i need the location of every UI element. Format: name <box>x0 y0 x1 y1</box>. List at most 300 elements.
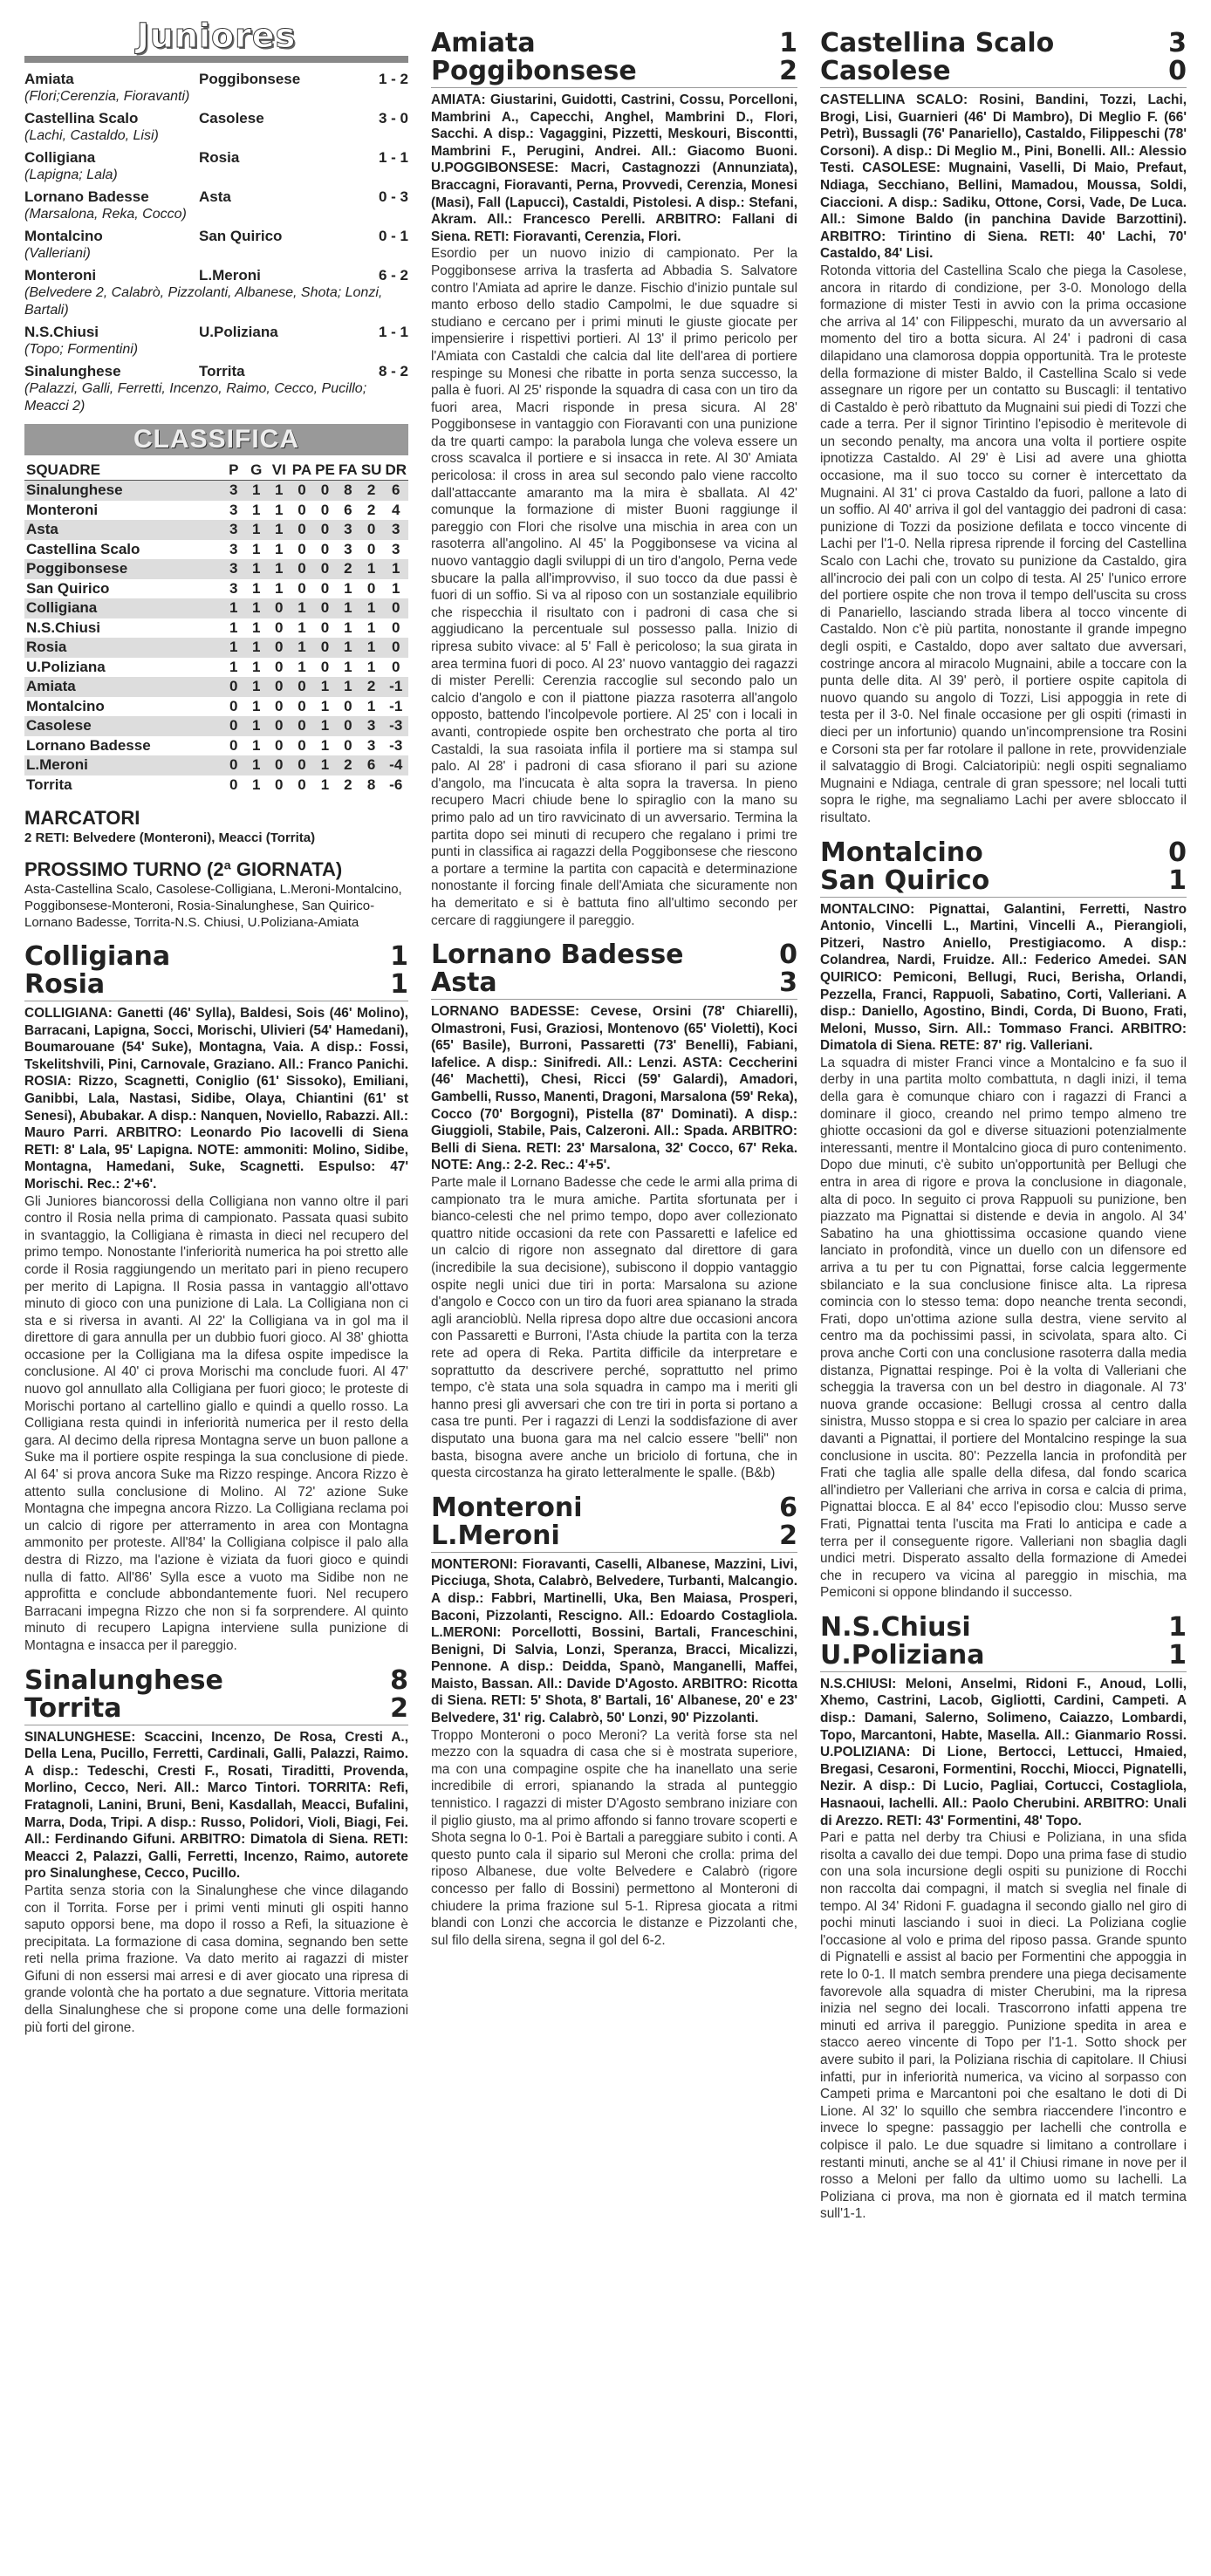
juniores-header <box>24 17 408 63</box>
table-cell: 0 <box>298 776 306 793</box>
table-cell: 0 <box>229 736 238 754</box>
table-cell: 1 <box>245 520 268 540</box>
table-row <box>24 697 408 717</box>
table-cell: 1 <box>245 755 268 776</box>
divider <box>431 87 797 88</box>
table-header: FA <box>337 461 359 481</box>
match-away-score: 2 <box>779 1520 797 1551</box>
classifica-title: CLASSIFICA <box>24 424 408 455</box>
table-cell: 3 <box>229 579 238 597</box>
match-away-line <box>431 1522 797 1550</box>
table-cell: 3 <box>366 736 376 754</box>
table-cell: 1 <box>275 579 284 597</box>
table-row <box>24 540 408 560</box>
table-cell: 0 <box>320 658 330 675</box>
table-cell: 1 <box>245 638 268 658</box>
table-cell: 2 <box>359 677 384 697</box>
table-row <box>24 481 408 501</box>
match-body: La squadra di mister Franci vince a Montalcino e fa suo il derby in una partita molto combattuta, n dagli inizi, il tema della gara è comunque chiaro con i ragazzi di Franci a dominare il gioco, creando nel primo tempo almeno tre ghiotte occasioni da gol e diverse situazioni potenzialmente interessanti, mentre il Montalcino gioca di puro contenimento. Dopo due minuti, c'è subito un'opportunità per Bellugi che entra in area di rigore e prova la conclusione in diagonale, alta di poco. In seguito ci prova Rappuoli su punizione, ben piazzato ma Pignattai si distende e devia in angolo. Al 34' Sabatino ha una ghiottissima occasione quando viene lanciato in profondità, vince un duello con un difensore ed arriva a tu per tu con Pignattai, forse calcia leggermente sbilanciato e la sua conclusione finisce alta. La ripresa comincia con lo stesso tema: dopo neanche trenta secondi, Frati, dopo un'ottima azione sulla destra, viene servito al centro ma da pochissimi passi, in scivolata, spara alto. Ci prova anche Corti con una conclusione rasoterra dalla media distanza, Pignattai respinge. Poi è la volta di Valleriani che scheggia la traversa con un bel destro in diagonale. Al 73' nuova grande occasione: Bellugi crossa al centro dalla sinistra, Musso stoppa e si crea lo spazio per calciare in area davanti a Pignattai, il portiere del Montalcino respinge la sua conclusione in uscita. 80': Pezzella lancia in profondità per Frati che taglia alle spalle della difesa, dal fondo scarica all'indietro per Valleriani che arriva in corsa e calcia di prima, Pignattai blocca. E al 84' ecco l'episodio clou: Musso serve Frati, Pignattai tenta l'uscita ma Frati lo anticipa e cade a terra per il conseguente rigore. Valleriani non sbaglia dagli undici metri. Disperato assalto della formazione di Amedei che in recupero va vicina al pareggio in mischia, ma Pemiconi si oppone blindando il successo. <box>820 1055 1187 1601</box>
match-away-team: San Quirico <box>820 864 990 896</box>
column-2 <box>431 17 797 2576</box>
match-report <box>431 941 797 1482</box>
match-away-team: Torrita <box>24 1692 122 1724</box>
result-away: Poggibonsese <box>199 71 301 87</box>
table-cell: 0 <box>229 697 238 714</box>
table-cell: 0 <box>291 520 313 540</box>
table-cell: 1 <box>268 520 291 540</box>
match-body: Pari e patta nel derby tra Chiusi e Poliziana, in una sfida risolta a cavallo dei due tempi. Dopo una prima fase di studio con una sola incursione degli ospiti su punizione di Rocchi non raccolta dai compagni, il match si sveglia nel finale di tempo. Al 34' Ridoni F. guadagna il secondo giallo nel giro di pochi minuti lasciando i suoi in dieci. La Poliziana coglie l'occasione al volo e prima del riposo passa. Grande spunto di Pignatelli e assist al bacio per Formentini che appoggia in rete lo 0-1. Il match sembra prendere una piega decisamente favorevole alla squadra di mister Cherubini, ma la ripresa inizia nel segno dei locali. Trascorrono infatti appena tre minuti ed arriva il pareggio. Punizione spedita in area e stacco aereo vincente di Topo per l'1-1. Sotto shock per avere subito il pari, la Poliziana rischia di capitolare. Il Chiusi infatti, pur in inferiorità numerica, va vicino al sorpasso con Campeti prima e Marcantoni poi che esaltano le doti di Di Lione. Al 32' lo squillo che sembra riaccendere l'incontro e invece lo spegne: passaggio per Iachelli che controlla e colpisce il palo. Le due squadre si limitano a controllare i restanti minuti, anche se al 41' il Chiusi rimane in nove per il rosso a Meloni per fallo da ultimo uomo su Iachelli. La Poliziana ci prova, ma non è giornata ed il match termina sull'1-1. <box>820 1830 1187 2222</box>
table-cell: 0 <box>391 618 400 636</box>
table-cell: 2 <box>366 501 376 518</box>
result-score: 1 - 1 <box>378 149 408 166</box>
table-cell: 1 <box>359 638 384 658</box>
table-cell: 1 <box>359 559 384 579</box>
table-cell: Amiata <box>24 677 222 697</box>
result-scorers: (Marsalona, Reka, Cocco) <box>24 207 187 222</box>
table-header: PE <box>313 461 337 481</box>
result-score: 8 - 2 <box>378 363 408 379</box>
table-header: VI <box>268 461 291 481</box>
table-cell: 0 <box>268 716 291 736</box>
match-away-line <box>431 969 797 997</box>
match-lineup: CASTELLINA SCALO: Rosini, Bandini, Tozzi, Lachi, Brogi, Lisi, Guarnieri (46' Di Mambro), Di Meglio F. (66' Petrì), Bussagli (76' Panariello), Castaldo, Filippeschi (78' Corsoni). A disp.: Di Meglio M., Pini, Bonelli. All.: Alessio Testi. CASOLESE: Mugnaini, Vaselli, Di Maio, Prefaut, Ndiaga, Secchiano, Bellini, Mamadou, Moussa, Soldi, Ciaccioni. A disp.: Sadiku, Ottone, Corsi, Vade, De Luca. All.: Simone Baldo (in panchina Davide Barzottini). ARBITRO: Tirintino di Siena. RETI: 40' Lachi, 70' Castaldo, 84' Lisi. <box>820 92 1187 262</box>
table-cell: 0 <box>298 736 306 754</box>
table-cell: 2 <box>337 755 359 776</box>
section-title: Juniores <box>136 17 297 55</box>
result-score: 1 - 2 <box>378 71 408 87</box>
table-cell: 1 <box>252 776 261 793</box>
table-cell: 4 <box>391 501 400 518</box>
table-cell: 0 <box>298 540 306 557</box>
table-cell: -4 <box>383 755 408 776</box>
match-home-team: Monteroni <box>431 1492 583 1523</box>
table-cell: 0 <box>222 716 245 736</box>
table-row <box>24 559 408 579</box>
table-cell: 1 <box>275 501 284 518</box>
match-home-team: Lornano Badesse <box>431 940 684 971</box>
table-cell: Lornano Badesse <box>26 736 151 754</box>
match-body: Gli Juniores biancorossi della Colligiana non vanno oltre il pari contro il Rosia nella prima di campionato. Passata quasi subito in svantaggio, la Colligiana è rimasta in dieci nel recupero del primo tempo. Nonostante l'inferiorità numerica ha poi stretto alle corde il Rosia raggiungendo un meritato pari in pieno recupero per merito di Lapigna. Il Rosia passa in vantaggio all'ottavo minuto di gioco con una punizione di Lala. La Colligiana non ci sta e si riversa in avanti. Al 22' la Colligiana va in gol ma il direttore di gara annulla per un dubbio fuori gioco. Al 38' ghiotta occasione per la Colligiana ma la difesa ospite impedisce la conclusione. Al 40' ci prova Morischi ma conclude fuori. Al 47' nuovo gol annullato alla Colligiana per fuori gioco; le proteste di Morischi portano al cartellino giallo e quindi a quello rosso. La Colligiana resta quindi in inferiorità numerica per il resto della gara. Al decimo della ripresa Montagna serve un buon pallone a Suke ma il portiere ospite respinga la sua conclusione di piede. Al 64' si prova ancora Suke ma Rizzo respinge. Ancora Rizzo è attento sulla conclusione di Molino. Al 72' azione Suke Montagna che impegna ancora Rizzo. La Colligiana reclama poi un calcio di rigore per atterramento in area con Montagna ammonito per proteste. All'84' la Colligiana colpisce il palo alla destra di Rizzo, ma l'azione è viziata da fuori gioco e quindi nulla di fatto. All'86' Sylla esce a vuoto ma Sidibe non ne approfitta e conclude abbondantemente fuori. Nel recupero Barracani impegna Rizzo che non si fa sorprendere. Al quinto minuto di recupero Lapigna interviene sulla punizione di Montagna e insacca per il pareggio. <box>24 1193 408 1653</box>
table-cell: 0 <box>383 598 408 618</box>
match-away-team: Asta <box>431 967 497 999</box>
table-cell: 3 <box>359 716 384 736</box>
match-home-team: Colligiana <box>24 941 171 972</box>
table-cell: Casolese <box>24 716 222 736</box>
result-home: Amiata <box>24 71 74 87</box>
table-cell: 0 <box>313 598 337 618</box>
table-cell: Sinalunghese <box>24 481 222 501</box>
result-scorers: (Flori;Cerenzia, Fioravanti) <box>24 89 190 104</box>
table-cell: 3 <box>337 520 359 540</box>
match-home-line <box>820 30 1187 58</box>
col1-matches <box>24 943 408 2036</box>
table-cell: 0 <box>366 540 376 557</box>
table-header: SQUADRE <box>24 461 222 481</box>
table-cell: -6 <box>389 776 403 793</box>
result-row <box>24 70 408 88</box>
match-away-score: 1 <box>1168 1639 1187 1671</box>
divider <box>431 999 797 1000</box>
match-home-team: Castellina Scalo <box>820 28 1055 58</box>
table-cell: 3 <box>222 520 245 540</box>
table-cell: 1 <box>245 677 268 697</box>
table-cell: 0 <box>359 520 384 540</box>
result-row <box>24 109 408 127</box>
table-cell: 6 <box>359 755 384 776</box>
result-scorers: (Valleriani) <box>24 246 91 261</box>
table-cell: 1 <box>313 755 337 776</box>
table-row <box>24 776 408 796</box>
table-cell: 0 <box>344 736 352 754</box>
table-cell: -1 <box>389 697 403 714</box>
match-lineup: LORNANO BADESSE: Cevese, Orsini (78' Chiarelli), Olmastroni, Fusi, Graziosi, Montenovo (65' Violetti), Koci (65' Basile), Burroni, Passaretti (73' Benelli), Fabiani, Iafelice. A disp.: Sinifredi. All.: Lenzi. ASTA: Ceccherini (46' Machetti), Chesi, Ricci (59' Galardi), Amadori, Gambelli, Russo, Manenti, Dragoni, Marsalona (59' Reka), Cocco (70' Borgogni), Pistella (87' Dominati). A disp.: Giuggioli, Stabile, Pais, Calzeroni. All.: Spada. ARBITRO: Belli di Siena. RETI: 23' Marsalona, 32' Cocco, 67' Reka. NOTE: Ang.: 2-2. Rec.: 4'+5'. <box>431 1004 797 1173</box>
table-cell: 1 <box>320 697 330 714</box>
result-away: Torrita <box>199 363 245 379</box>
table-header: SU <box>359 461 384 481</box>
table-cell: San Quirico <box>26 579 110 597</box>
standings-table <box>24 461 408 795</box>
column-3 <box>820 17 1187 2576</box>
match-report <box>820 839 1187 1602</box>
result-score: 0 - 3 <box>378 188 408 205</box>
table-cell: 0 <box>291 559 313 579</box>
table-row <box>24 677 408 697</box>
table-cell: 1 <box>291 638 313 658</box>
table-cell: 0 <box>268 677 291 697</box>
table-cell: 3 <box>391 540 400 557</box>
match-away-team: Poggibonsese <box>431 56 637 86</box>
result-home: Montalcino <box>24 228 103 244</box>
match-report <box>431 1494 797 1950</box>
result-away: Casolese <box>199 110 264 126</box>
match-home-score: 1 <box>390 941 408 972</box>
table-cell: 0 <box>313 520 337 540</box>
table-cell: 0 <box>320 540 330 557</box>
match-away-score: 0 <box>1168 56 1187 86</box>
table-cell: 1 <box>252 736 261 754</box>
marcatori-text: 2 RETI: Belvedere (Monteroni), Meacci (Torrita) <box>24 830 316 845</box>
match-home-line <box>431 30 797 58</box>
table-row <box>24 736 408 756</box>
table-cell: Colligiana <box>24 598 222 618</box>
result-scorers: (Palazzi, Galli, Ferretti, Incenzo, Raimo, Cecco, Pucillo; Meacci 2) <box>24 381 367 413</box>
table-cell: 1 <box>366 658 376 675</box>
table-cell: 3 <box>344 540 352 557</box>
table-cell: -3 <box>383 716 408 736</box>
table-cell: 0 <box>275 736 284 754</box>
table-cell: 0 <box>291 677 313 697</box>
match-lineup: N.S.CHIUSI: Meloni, Anselmi, Ridoni F., Anoud, Lolli, Xhemo, Castrini, Lacob, Gigliotti, Cardini, Campeti. A disp.: Damani, Salerno, Solimeno, Caiazzo, Lombardi, Topo, Marcantoni, Habte, Masella. All.: Gianmario Rossi. U.POLIZIANA: Di Lione, Bertocci, Lettucci, Hmaied, Bregasi, Cesaroni, Formentini, Rocchi, Miocci, Pignatelli, Nezir. A disp.: Di Lucio, Pagliai, Cortucci, Costagliola, Hasnaoui, Iachelli. All.: Paolo Cherubini. ARBITRO: Unali di Arezzo. RETI: 43' Formentini, 48' Topo. <box>820 1676 1187 1828</box>
table-cell: Torrita <box>26 776 72 793</box>
table-cell: 1 <box>320 736 330 754</box>
match-away-score: 1 <box>1168 864 1187 896</box>
match-away-line <box>820 1639 1187 1671</box>
table-cell: 1 <box>252 579 261 597</box>
table-cell: 0 <box>313 638 337 658</box>
table-cell: 1 <box>229 618 238 636</box>
table-cell: 6 <box>344 501 352 518</box>
table-row <box>24 638 408 658</box>
column-1 <box>24 17 408 2576</box>
table-cell: Monteroni <box>26 501 99 518</box>
table-cell: 3 <box>229 501 238 518</box>
result-away: Rosia <box>199 149 240 166</box>
result-scorers: (Lapigna; Lala) <box>24 167 118 182</box>
table-cell: 0 <box>320 579 330 597</box>
match-home-score: 1 <box>779 28 797 58</box>
match-away-team: Rosia <box>24 969 106 1000</box>
result-home: Colligiana <box>24 149 96 166</box>
match-home-line <box>431 941 797 969</box>
table-cell: 2 <box>337 559 359 579</box>
match-body: Esordio per un nuovo inizio di campionato. Per la Poggibonsese arriva la trasferta ad Abbadia S. Salvatore contro l'Amiata ad aprire le danze. Fischio d'inizio puntale sul manto erboso dello stadio Campolmi, le due squadre si studiano e cercano per i primi minuti le giuste giocate per impensierire i rispettivi portieri. Al 13' il primo pericolo per l'Amiata con Castaldi che calcia dal lite dell'area di portiere respinge su Monesi che ribatte in porta senza successo, la palla è fuori. Al 25' risponde la squadra di casa con un tiro da fuori area, Macri risponde in presa sicura. Al 28' Poggibonsese in vantaggio con Fioravanti con una punizione da tre quarti campo: la parabola lunga che voleva essere un cross scavalca il portiere e si insacca in rete. Al 30' Amiata pericolosa: il cross in area sul secondo palo viene raccolto dall'attaccante amaranto ma la mira è sballata. Al 42' comunque la formazione di mister Buoni raggiunge il pareggio con Flori che risolve una mischia in area con un rasoterra all'angolino. Al 45' la Poggibonsese va vicina al nuovo vantaggio dagli sviluppi di un tiro d'angolo, Perna vede sbucare la palla all'improvviso, il suo tocco da due passi è fuori di un soffio. Si va al riposo con un sostanziale equilibrio che rispecchia il risultato con i padroni di casa che si aggiudicano la percentuale sul possesso palla. Inizio di ripresa subito vivace: al 5' Fall è pericoloso; la sua girata in area termina fuori di poco. Al 23' nuovo vantaggio dei ragazzi di mister Perelli: Cerenzia raccoglie sul secondo palo un calcio d'angolo e con il piattone piazza rasoterra all'angolo opposto, battendo l'incolpevole portiere. Al 25' con i locali in avanti, contropiede ospite ben orchestrato che porta al tiro Castaldi, la sua rasoiata infila il portiere ma si stampa sul palo. Al 28' i padroni di casa sfiorano il pari su azione d'angolo, ma l'incucata è alta sopra la traversa. In pieno recupero Macri chiude bene lo spiraglio con la mano su primo palo ad un tiro ravvicinato di un avversario. Termina la partita dopo sei minuti di recupero che regalano i primi tre punti in classifica ai ragazzi della Poggibonsese che riescono a portare a termine la partita con capacità e determinazione nonostante il forcing finale dell'Amiata che sicuramente non ha demeritato e si è battuta fino all'ultimo secondo per cercare di raggiungere il pareggio. <box>431 246 797 928</box>
match-away-score: 3 <box>779 967 797 999</box>
table-header: G <box>245 461 268 481</box>
match-away-team: L.Meroni <box>431 1520 560 1551</box>
match-home-score: 3 <box>1168 28 1187 58</box>
result-home: Sinalunghese <box>24 363 121 379</box>
table-row <box>24 598 408 618</box>
table-row <box>24 658 408 678</box>
table-cell: -1 <box>383 677 408 697</box>
divider <box>820 87 1187 88</box>
table-cell: 0 <box>337 716 359 736</box>
table-cell: 3 <box>222 559 245 579</box>
result-away: L.Meroni <box>199 267 261 284</box>
table-cell: 1 <box>337 598 359 618</box>
match-home-line <box>820 839 1187 867</box>
match-body: Partita senza storia con la Sinalunghese che vince dilagando con il Torrita. Forse per i primi venti minuti gli ospiti hanno saputo opporsi bene, ma dopo il rosso a Refi, la situazione è precipitata. La formazione di casa domina, segnando ben sette reti nella prima frazione. Va dato merito ai ragazzi di mister Gifuni di non essersi mai arresi e di aver giocato una ripresa di grande volontà che ha portato a due segnature. Vittoria meritata della Sinalunghese che si propone come una delle formazioni più forti del girone. <box>24 1882 408 2035</box>
match-home-team: Sinalunghese <box>24 1664 223 1696</box>
match-lineup: MONTERONI: Fioravanti, Caselli, Albanese, Mazzini, Livi, Picciuga, Shota, Calabrò, Belvedere, Turbanti, Malcangio. A disp.: Fabbri, Martinelli, Uka, Ben Maiasa, Prosperi, Baconi, Pizzolanti, Rescigno. All.: Edoardo Costagliola. L.MERONI: Porcellotti, Bossini, Bartali, Franceschini, Benigni, Di Salvia, Lonzi, Speranza, Bracci, Micalizzi, Pennone. A disp.: Deidda, Spanò, Manganelli, Maffei, Maisto, Bassan. All.: Davide D'Agosto. ARBITRO: Ricotta di Siena. RETI: 5' Shota, 8' Bartali, 16' Albanese, 20' e 23' Belvedere, 31' rig. Calabrò, 50' Lonzi, 90' Pizzolanti. <box>431 1556 797 1726</box>
table-cell: 0 <box>229 776 238 793</box>
table-row <box>24 501 408 521</box>
table-cell: 1 <box>252 501 261 518</box>
result-away: U.Poliziana <box>199 324 278 340</box>
match-report <box>24 1664 408 2037</box>
table-cell: Castellina Scalo <box>26 540 140 557</box>
table-cell: 1 <box>383 559 408 579</box>
match-home-line <box>24 943 408 971</box>
table-cell: 0 <box>383 638 408 658</box>
result-home: Monteroni <box>24 267 97 284</box>
table-cell: U.Poliziana <box>26 658 106 675</box>
match-lineup: SINALUNGHESE: Scaccini, Incenzo, De Rosa, Cresti A., Della Lena, Pucillo, Ferretti, Cardinali, Galli, Palazzi, Raimo. A disp.: Tedeschi, Cresti F., Rosati, Tiraditti, Provenda, Morlino, Cecco, Neri. All.: Marco Tintori. TORRITA: Refi, Fratagnoli, Lanini, Bruni, Beni, Kasdallah, Meacci, Bufalini, Marra, Doda, Tripi. A disp.: Russo, Polidori, Violi, Biagi, Fei. All.: Ferdinando Gifuni. ARBITRO: Dimatola di Siena. RETI: Meacci 2, Palazzi, Galli, Ferretti, Incenzo, Raimo, autorete pro Sinalunghese, Cecco, Pucillo. <box>24 1729 408 1882</box>
table-cell: 8 <box>366 776 376 793</box>
result-scorers: (Lachi, Castaldo, Lisi) <box>24 128 159 143</box>
table-row <box>24 618 408 639</box>
result-row <box>24 227 408 245</box>
table-cell: 1 <box>298 658 306 675</box>
match-report <box>820 30 1187 827</box>
table-cell: 8 <box>337 481 359 501</box>
table-row <box>24 520 408 540</box>
table-cell: 1 <box>344 658 352 675</box>
table-cell: 0 <box>320 501 330 518</box>
table-cell: 2 <box>344 776 352 793</box>
match-away-line <box>24 1692 408 1724</box>
match-away-score: 1 <box>390 969 408 1000</box>
table-cell: 1 <box>359 598 384 618</box>
match-home-score: 8 <box>390 1664 408 1696</box>
table-cell: 0 <box>298 697 306 714</box>
table-header: P <box>222 461 245 481</box>
table-cell: 1 <box>344 579 352 597</box>
table-cell: 1 <box>366 697 376 714</box>
table-cell: 1 <box>252 697 261 714</box>
table-cell: 1 <box>268 559 291 579</box>
table-row <box>24 716 408 736</box>
table-cell: -3 <box>389 736 403 754</box>
table-header: DR <box>383 461 408 481</box>
divider <box>431 1552 797 1553</box>
match-home-line <box>820 1611 1187 1643</box>
table-cell: 0 <box>268 598 291 618</box>
result-score: 0 - 1 <box>378 228 408 244</box>
match-home-score: 1 <box>1168 1611 1187 1643</box>
divider <box>820 897 1187 898</box>
match-home-score: 0 <box>779 940 797 971</box>
match-home-line <box>24 1664 408 1696</box>
table-cell: 1 <box>222 638 245 658</box>
table-cell: 0 <box>275 658 284 675</box>
table-cell: 0 <box>291 481 313 501</box>
table-cell: 0 <box>275 697 284 714</box>
table-cell: 1 <box>275 540 284 557</box>
table-cell: 1 <box>245 716 268 736</box>
prossimo-turno-title: PROSSIMO TURNO (2ª GIORNATA) <box>24 858 343 880</box>
marcatori-title: MARCATORI <box>24 807 140 829</box>
result-row <box>24 148 408 167</box>
table-cell: 0 <box>298 501 306 518</box>
table-cell: 1 <box>252 618 261 636</box>
match-home-team: N.S.Chiusi <box>820 1611 971 1643</box>
table-cell: 1 <box>337 677 359 697</box>
match-lineup: MONTALCINO: Pignattai, Galantini, Ferretti, Nastro Antonio, Vincelli L., Martini, Vincelli A., Pierangioli, Pitzeri, Nastro Aniello, Prestigiacomo. A disp.: Colandrea, Nardi, Fruidze. All.: Federico Amedei. SAN QUIRICO: Pemiconi, Bellugi, Ruci, Berisha, Orlandi, Pezzella, Franci, Rappuoli, Sabatino, Corti, Valleriani. A disp.: Daniello, Agostino, Bindi, Corda, Di Buono, Frati, Meloni, Musso, Sirn. All.: Tommaso Franci. ARBITRO: Dimatola di Siena. RETE: 87' rig. Valleriani. <box>820 901 1187 1054</box>
table-cell: 0 <box>313 481 337 501</box>
result-scorers: (Topo; Formentini) <box>24 342 139 357</box>
table-row <box>24 579 408 599</box>
table-cell: 1 <box>222 598 245 618</box>
table-cell: 0 <box>275 618 284 636</box>
results-list <box>24 70 408 415</box>
table-cell: 2 <box>359 481 384 501</box>
table-cell: 0 <box>291 755 313 776</box>
table-cell: 3 <box>229 540 238 557</box>
table-cell: Rosia <box>24 638 222 658</box>
table-cell: 0 <box>344 697 352 714</box>
table-cell: Asta <box>24 520 222 540</box>
table-cell: 1 <box>366 618 376 636</box>
result-scorers: (Belvedere 2, Calabrò, Pizzolanti, Albanese, Shota; Lonzi, Bartali) <box>24 285 383 318</box>
table-cell: 0 <box>291 716 313 736</box>
table-cell: 1 <box>391 579 400 597</box>
result-score: 3 - 0 <box>378 110 408 126</box>
match-home-line <box>431 1494 797 1522</box>
table-cell: 1 <box>245 481 268 501</box>
table-cell: 0 <box>222 755 245 776</box>
table-cell: L.Meroni <box>24 755 222 776</box>
match-away-line <box>431 58 797 85</box>
result-score: 1 - 1 <box>378 324 408 340</box>
table-cell: 1 <box>313 677 337 697</box>
table-cell: 1 <box>291 598 313 618</box>
match-away-line <box>24 971 408 999</box>
table-row <box>24 755 408 776</box>
table-cell: 1 <box>245 559 268 579</box>
table-cell: 0 <box>366 579 376 597</box>
table-cell: 1 <box>337 638 359 658</box>
match-away-team: Casolese <box>820 56 951 86</box>
match-body: Parte male il Lornano Badesse che cede le armi alla prima di campionato tra le mura amiche. Partita sfortunata per i bianco-celesti che nel primo tempo, dopo aver collezionato quattro nitide occasioni da rete con Passaretti e Iafelice ed un calcio di rigore non assegnato dal direttore di gara (incredibile la sua decisione), subiscono il doppio vantaggio ospite negli unici due tiri in porta: Marsalona su azione d'angolo e Cocco con un tiro da fuori area spianano la strada agli arancioblù. Nella ripresa dopo altre due occasioni ancora con Passaretti e Burroni, l'Asta chiude la partita con la terza rete ad opera di Reka. Partita difficile da interpretare e soprattutto da descrivere perché, soprattutto nel primo tempo, c'è stata una sola squadra in campo ma i meriti gli hanno presi gli avversari che con tre tiri in porta si portano a casa tre punti. Per i ragazzi di Lenzi la soddisfazione di aver disputato una buona gara ma nel calcio essere "belli" non basta, bisogna avere anche un briciolo di fortuna, che in questa circostanza ha girato letteralmente le spalle. (B&b) <box>431 1175 797 1481</box>
result-row <box>24 188 408 206</box>
match-body: Rotonda vittoria del Castellina Scalo che piega la Casolese, ancora in ritardo di condizione, per 3-0. Monologo della formazione di mister Testi in avvio con la prima occasione che arriva al 14' con Filippeschi, murato da un avversario al momento del tiro a botta sicura. Al 24' i padroni di casa dilapidano una clamorosa doppia opportunità. Tra le proteste della formazione di mister Baldo, il Castellina Scalo si vede assegnare un rigore per un contatto su Buscagli: il tentativo di Castaldo è però ribattuto da Mugnaini sui piedi di Tozzi che cade a terra. Per il signor Tirintino l'episodio è meritevole di un secondo penalty, ma ancora una volta il portiere ospite ipnotizza Castaldo. Al 29' è Lisi ad avere una ghiotta occasione, ma il suo tocco su corner è intercettato da Mugnaini. Al 31' ci prova Castaldo da fuori, pallone a lato di un soffio. Al 40' arriva il gol del vantaggio dei padroni di casa: punizione di Tozzi da posizione defilata e tocco vincente di Lachi per l'1-0. Nella ripresa riprende il forcing del Castellina Scalo con Lachi che, trovato su punizione da Castaldo, gira all'incrocio dei pali con un colpo di testa. Al 25' l'unico errore del portiere ospite che non trova il tempo dell'uscita su cross di Panariello, lasciando strada libera al tocco vincente di Castaldo. Non c'è più partita, nonostante il grande impegno degli ospiti, e Castaldo, dopo aver saltato due avversari, costringe ancora al miracolo Mugnaini, abile a toccare con la punta delle dita. Al 39' però, il portiere ospite capitola di nuovo quando su angolo di Tozzi, Lisi appoggia in rete di testa per il 3-0. Nel finale occasione per gli ospiti (rimasti in dieci per un infortunio) quando un'incomprensione tra Rosini e Corsoni sta per far rotolare il pallone in rete, provvidenziale il salvataggio di Brogi. Calciatoripiù: negli ospiti segnaliamo Mugnaini e Ndiaga, centrale di gran spessore; nel locali tutti sopra le righe, ma segnaliamo Lachi per avere sbloccato il risultato. <box>820 263 1187 825</box>
table-cell: 1 <box>245 598 268 618</box>
standings-body <box>24 481 408 796</box>
match-body: Troppo Monteroni o poco Meroni? La verità forse sta nel mezzo con la squadra di casa che si è mostrata superiore, ma con una compagine ospite che ha inanellato una serie incredibile di errori, spianando la strada al punteggio tennistico. I ragazzi di mister D'Agosto sembrano iniziare con il piglio giusto, ma al primo affondo si fanno trovare scoperti e Shota segna lo 0-1. Poi è Bartali a pareggiare subito i conti. A questo punto cala il sipario sul Meroni che crolla: prima del riposo Albanese, due volte Belvedere e Calabrò (rigore concesso per fallo di Bossini) permettono al Monteroni di chiudere la prima frazione sul 5-1. Ripresa giocata a ritmi blandi con Lonzi che accorcia le distanze e Pizzolanti che, sul filo della sirena, segna il gol del 6-2. <box>431 1727 797 1948</box>
table-cell: 1 <box>229 658 238 675</box>
match-away-line <box>820 58 1187 85</box>
result-score: 6 - 2 <box>378 267 408 284</box>
table-cell: 0 <box>222 677 245 697</box>
table-cell: 0 <box>268 638 291 658</box>
result-row <box>24 323 408 341</box>
result-away: San Quirico <box>199 228 283 244</box>
match-home-score: 6 <box>779 1492 797 1523</box>
match-home-team: Amiata <box>431 28 536 58</box>
table-cell: Poggibonsese <box>24 559 222 579</box>
result-home: N.S.Chiusi <box>24 324 99 340</box>
match-lineup: AMIATA: Giustarini, Guidotti, Castrini, Cossu, Porcelloni, Mambrini A., Capecchi, Anghel, Mambrini D., Flori, Sacchi. A disp.: Vagaggini, Pizzetti, Meskouri, Biscontti, Mambrini F., Perugini, Andrei. All.: Giacomo Buoni. U.POGGIBONSESE: Macri, Castagnozzi (Annunziata), Braccagni, Fioravanti, Perna, Provvedi, Cerenzia, Monesi (Masi), Fall (Lapucci), Castaldi, Pistolesi. A disp.: Stefani, Akram. All.: Francesco Perelli. ARBITRO: Fallani di Siena. RETI: Fioravanti, Cerenzia, Flori. <box>431 92 797 244</box>
match-home-team: Montalcino <box>820 837 983 868</box>
table-cell: 0 <box>313 559 337 579</box>
table-cell: 1 <box>268 481 291 501</box>
match-report <box>820 1611 1187 2223</box>
table-cell: 3 <box>383 520 408 540</box>
table-cell: 0 <box>268 755 291 776</box>
table-cell: 0 <box>320 618 330 636</box>
table-cell: 0 <box>275 776 284 793</box>
prossimo-turno-text: Asta-Castellina Scalo, Casolese-Colligiana, L.Meroni-Montalcino, Poggibonsese-Monteroni, Rosia-Sinalunghese, San Quirico-Lornano Badesse, Torrita-N.S. Chiusi, U.Poliziana-Amiata <box>24 882 402 930</box>
table-cell: 1 <box>344 618 352 636</box>
match-away-score: 2 <box>390 1692 408 1724</box>
match-home-score: 0 <box>1168 837 1187 868</box>
match-report <box>431 30 797 929</box>
match-away-line <box>820 864 1187 896</box>
match-lineup: COLLIGIANA: Ganetti (46' Sylla), Baldesi, Sois (46' Molino), Barracani, Lapigna, Socci, Morischi, Ulivieri (54' Hamedani), Boumarouane (54' Suke), Montagna, Vaia. A disp.: Fossi, Tskelitshvili, Pini, Carnovale, Graziano. All.: Franco Panichi. ROSIA: Rizzo, Scagnetti, Coniglio (61' Sissoko), Emiliani, Ganibbi, Lala, Nastasi, Sidibe, Olaya, Chiantini (61' st Senesi), Abubakar. A disp.: Nanquen, Noviello, Rabazzi. All.: Mauro Parri. ARBITRO: Leonardo Pio Iacovelli di Siena RETI: 8' Lala, 95' Lapigna. NOTE: ammoniti: Molino, Sidibe, Montagna, Hamedani, Suke, Scagnetti. Espulso: 47' Morischi. Rec.: 2'+6'. <box>24 1006 408 1192</box>
table-cell: 1 <box>313 716 337 736</box>
table-cell: N.S.Chiusi <box>26 618 101 636</box>
table-header: PA <box>291 461 313 481</box>
divider <box>820 1671 1187 1672</box>
result-home: Castellina Scalo <box>24 110 139 126</box>
result-away: Asta <box>199 188 231 205</box>
table-cell: 1 <box>298 618 306 636</box>
match-away-team: U.Poliziana <box>820 1639 985 1671</box>
result-row <box>24 266 408 284</box>
table-cell: 1 <box>252 540 261 557</box>
table-cell: 1 <box>252 658 261 675</box>
match-report <box>24 943 408 1655</box>
table-cell: 1 <box>320 776 330 793</box>
result-home: Lornano Badesse <box>24 188 149 205</box>
table-cell: 0 <box>391 658 400 675</box>
table-cell: 6 <box>383 481 408 501</box>
table-cell: Montalcino <box>26 697 105 714</box>
standings-header <box>24 461 408 481</box>
result-row <box>24 362 408 380</box>
match-away-score: 2 <box>779 56 797 86</box>
